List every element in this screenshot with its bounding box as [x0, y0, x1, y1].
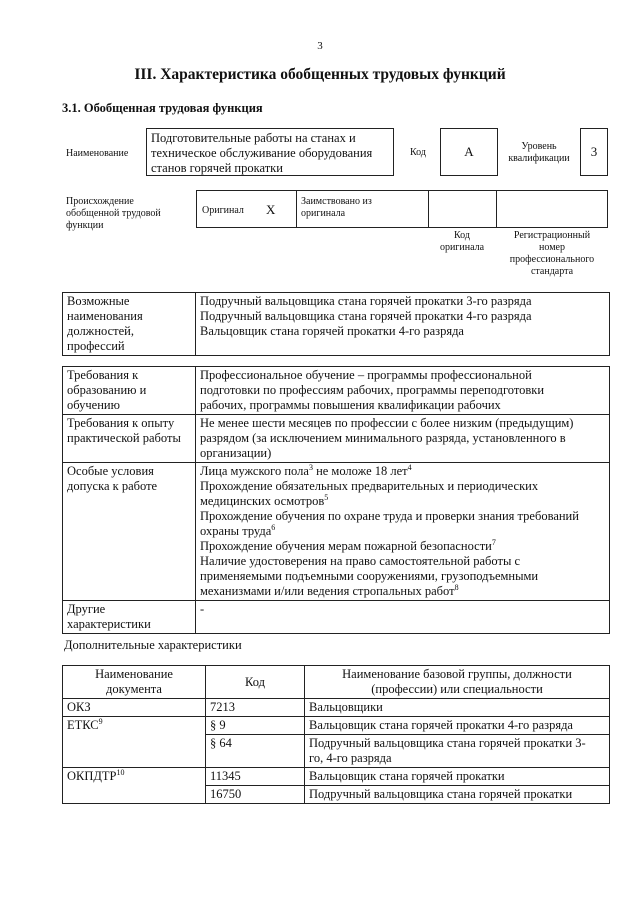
table-row: [63, 699, 610, 717]
text-line: Подручный вальцовщика стана горячей прокатки 3-: [309, 736, 586, 750]
table-row: [63, 717, 610, 735]
special-conditions-value: [196, 463, 610, 601]
cell-document: ОКЗ: [63, 699, 206, 717]
qualification-level-label: [502, 141, 576, 165]
section-title: III. Характеристика обобщенных трудовых функций: [134, 66, 506, 83]
text-line: [200, 584, 605, 599]
footnote-ref: 4: [407, 462, 412, 472]
label-line: обучению: [67, 398, 120, 412]
text-fragment: механизмами и/или ведения стропальных работ: [200, 584, 455, 598]
footnote-ref: 3: [308, 462, 313, 472]
text-line: организации): [200, 446, 272, 460]
text-fragment: медицинских осмотров: [200, 494, 325, 508]
label-line: образованию и: [67, 383, 147, 397]
text-line: Наличие удостоверения на право самостоятельной работы с: [200, 554, 521, 568]
table-row: [63, 463, 610, 601]
header-code: Код: [206, 666, 305, 699]
origin-label: [66, 196, 161, 232]
positions-label: [63, 293, 196, 356]
label-line: Требования к: [67, 368, 139, 382]
table-row: [63, 415, 610, 463]
table-row: [63, 293, 610, 356]
text-line: [200, 494, 605, 509]
code-original-caption: [428, 230, 496, 254]
text-fragment: ОКПДТР: [67, 769, 117, 783]
text-line: Прохождение обучения по охране труда и проверки знания требований: [200, 509, 579, 523]
origin-label-line: Происхождение: [66, 196, 134, 207]
borrowed-label: [301, 196, 372, 220]
cell-document: [63, 768, 206, 804]
caption-line: номер: [539, 242, 565, 253]
position-item: Подручный вальцовщика стана горячей прокатки 4-го разряда: [200, 309, 532, 323]
text-line: [200, 464, 605, 479]
text-line: рабочих, программы повышения квалификации рабочих: [200, 398, 501, 412]
text-line: разрядом (за исключением минимального разряда, установленного в: [200, 431, 566, 445]
positions-values: [196, 293, 610, 356]
footnote-ref: 9: [98, 716, 103, 726]
label-line: допуска к работе: [67, 479, 158, 493]
label-line: Возможные: [67, 294, 130, 308]
page-number: 3: [317, 40, 323, 52]
table-row: [63, 367, 610, 415]
label-line: Другие: [67, 602, 106, 616]
other-characteristics-value: -: [196, 601, 610, 634]
header-name: [305, 666, 610, 699]
origin-boxes: [196, 190, 608, 228]
divider: [296, 190, 297, 228]
text-line: применяемыми подъемными сооружениями, грузоподъемными: [200, 569, 539, 583]
divider: [428, 190, 429, 228]
original-label: Оригинал: [202, 205, 244, 216]
text-line: Прохождение обязательных предварительных и периодических: [200, 479, 539, 493]
table-row: [63, 666, 610, 699]
footnote-ref: 7: [491, 537, 496, 547]
level-label-line: Уровень: [521, 141, 557, 152]
cell-name: Подручный вальцовщика стана горячей прокатки: [305, 786, 610, 804]
cell-name: [305, 735, 610, 768]
requirements-table: [62, 366, 610, 634]
other-characteristics-label: [63, 601, 196, 634]
origin-label-line: обобщенной трудовой: [66, 208, 161, 219]
text-fragment: Лица мужского пола: [200, 464, 309, 478]
position-item: Подручный вальцовщика стана горячей прокатки 3-го разряда: [200, 294, 532, 308]
caption-line: оригинала: [439, 242, 485, 253]
header-line: (профессии) или специальности: [371, 682, 543, 696]
text-line: Профессиональное обучение – программы профессиональной: [200, 368, 532, 382]
header-document: [63, 666, 206, 699]
cell-code: 7213: [206, 699, 305, 717]
education-value: [196, 367, 610, 415]
special-conditions-label: [63, 463, 196, 601]
text-line: подготовки по профессиям рабочих, программы переподготовки: [200, 383, 545, 397]
function-name-line: Подготовительные работы на станах и: [151, 131, 356, 145]
subsection-title: 3.1. Обобщенная трудовая функция: [62, 101, 263, 115]
label-line: Особые условия: [67, 464, 154, 478]
caption-line: Код: [454, 230, 470, 241]
cell-name: Вальцовщик стана горячей прокатки 4-го разряда: [305, 717, 610, 735]
caption-line: Регистрационный: [513, 230, 591, 241]
name-label: Наименование: [66, 148, 129, 159]
cell-code: § 9: [206, 717, 305, 735]
function-name-line: станов горячей прокатки: [151, 161, 283, 175]
borrowed-label-line: Заимствовано из: [301, 196, 372, 207]
footnote-ref: 6: [271, 522, 276, 532]
text-line: [200, 539, 605, 554]
footnote-ref: 10: [116, 767, 125, 777]
level-label-line: квалификации: [508, 153, 570, 164]
divider: [496, 190, 497, 228]
label-line: наименования: [67, 309, 143, 323]
cell-name: Вальцовщики: [305, 699, 610, 717]
cell-name: Вальцовщик стана горячей прокатки: [305, 768, 610, 786]
header-line: документа: [106, 682, 162, 696]
text-fragment: Прохождение обучения мерам пожарной безопасности: [200, 539, 492, 553]
table-row: [63, 601, 610, 634]
caption-line: стандарта: [530, 266, 574, 277]
text-line: го, 4-го разряда: [309, 751, 392, 765]
label-line: Требования к опыту: [67, 416, 175, 430]
footnote-ref: 8: [454, 582, 459, 592]
origin-label-line: функции: [66, 220, 104, 231]
table-row: [63, 768, 610, 786]
caption-line: профессионального: [509, 254, 595, 265]
cell-document: [63, 717, 206, 768]
text-fragment: ЕТКС: [67, 718, 99, 732]
borrowed-label-line: оригинала: [301, 208, 346, 219]
function-name-line: техническое обслуживание оборудования: [151, 146, 373, 160]
label-line: практической работы: [67, 431, 181, 445]
cell-code: 11345: [206, 768, 305, 786]
cell-code: 16750: [206, 786, 305, 804]
additional-characteristics-title: Дополнительные характеристики: [64, 638, 242, 652]
label-line: должностей,: [67, 324, 134, 338]
text-fragment: охраны труда: [200, 524, 272, 538]
experience-label: [63, 415, 196, 463]
education-label: [63, 367, 196, 415]
text-line: [200, 524, 605, 539]
code-value: А: [464, 144, 474, 159]
text-fragment: не моложе 18 лет: [312, 464, 408, 478]
text-line: Не менее шести месяцев по профессии с более низким (предыдущим): [200, 416, 574, 430]
qualification-level-box: [580, 128, 608, 176]
function-name-box: [146, 128, 394, 176]
header-line: Наименование базовой группы, должности: [342, 667, 572, 681]
label-line: профессий: [67, 339, 125, 353]
code-label: Код: [410, 147, 426, 158]
experience-value: [196, 415, 610, 463]
label-line: характеристики: [67, 617, 151, 631]
cell-code: § 64: [206, 735, 305, 768]
position-item: Вальцовщик стана горячей прокатки 4-го разряда: [200, 324, 464, 338]
footnote-ref: 5: [324, 492, 329, 502]
original-mark: Х: [266, 202, 276, 217]
additional-table: [62, 665, 610, 804]
registration-number-caption: [496, 230, 608, 278]
positions-table: [62, 292, 610, 356]
header-line: Наименование: [95, 667, 173, 681]
qualification-level-value: 3: [590, 144, 598, 159]
code-value-box: [440, 128, 498, 176]
